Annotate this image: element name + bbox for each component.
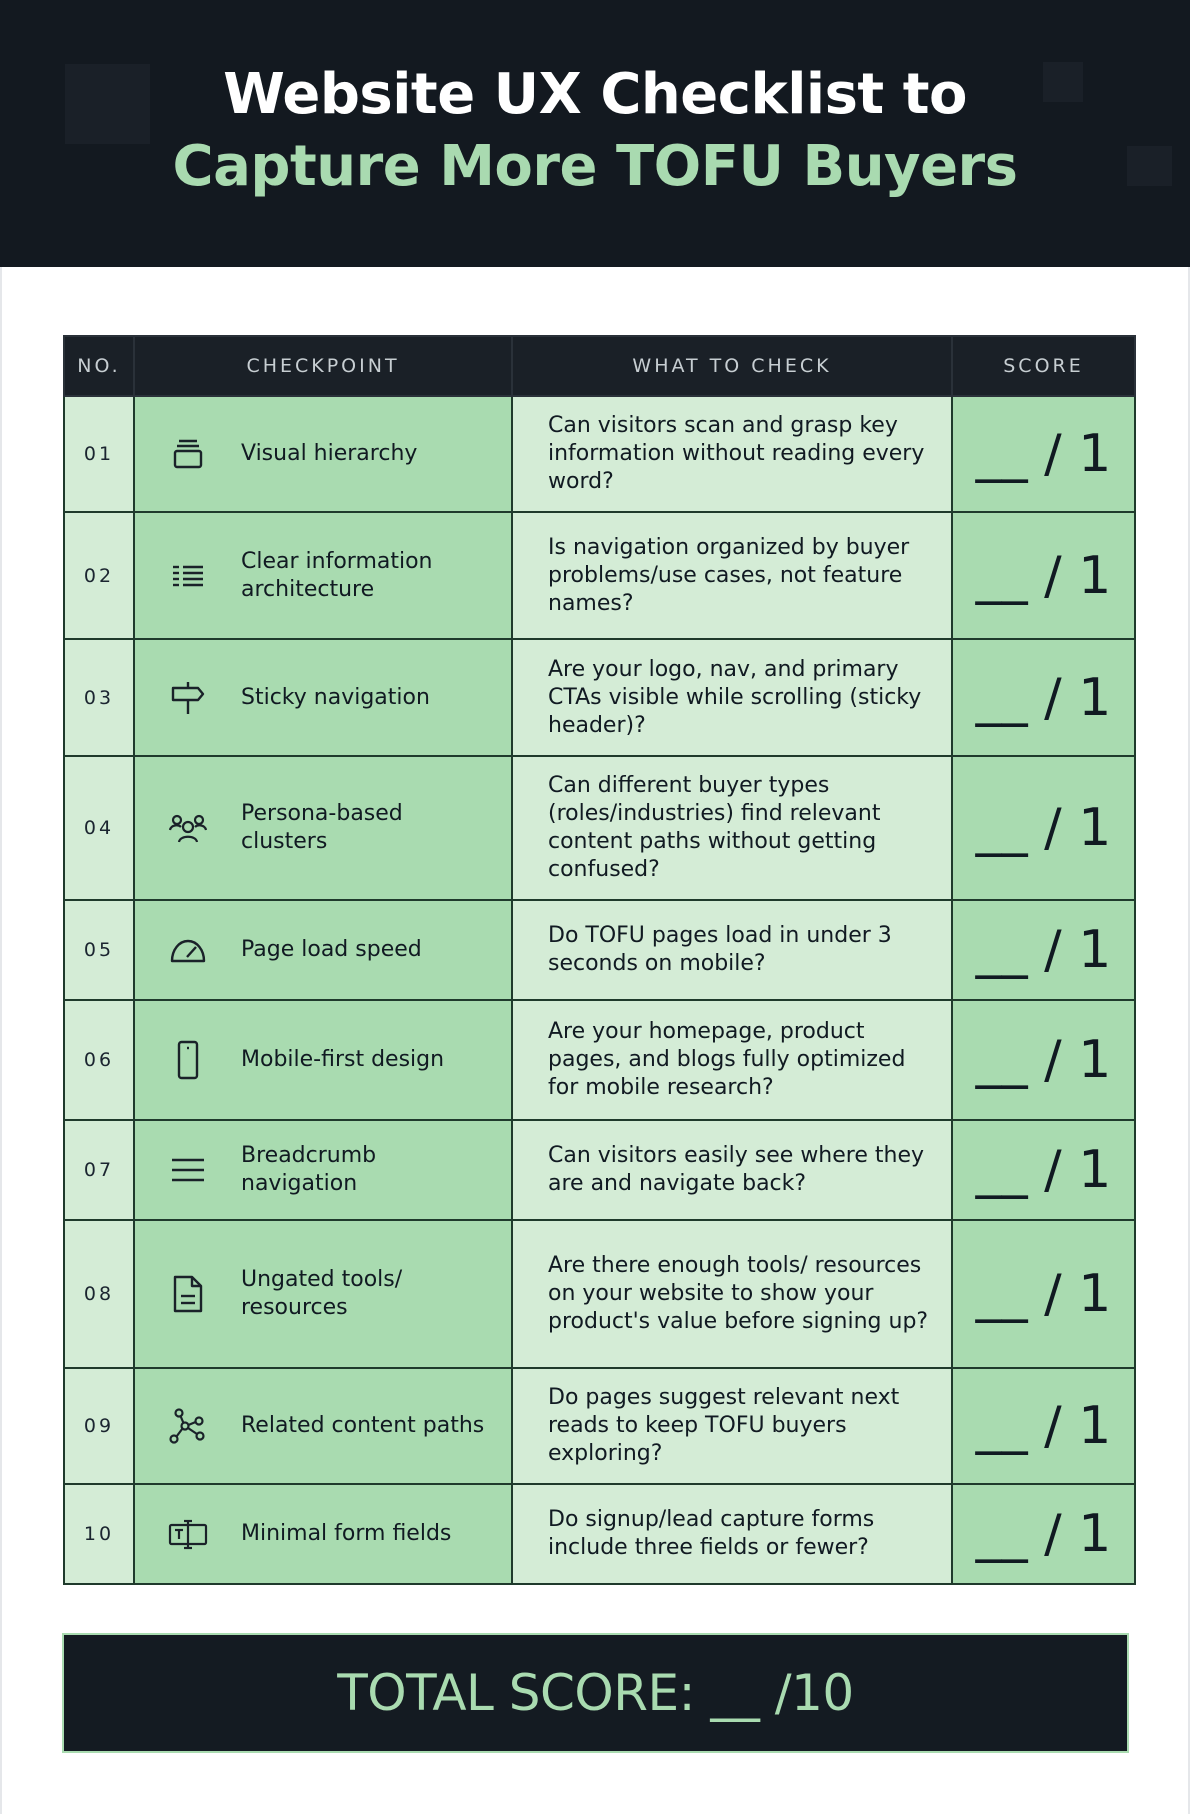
checkpoint-label: Persona-based clusters bbox=[241, 801, 403, 854]
row-number: 10 bbox=[64, 1484, 134, 1584]
table-row bbox=[64, 1220, 1135, 1368]
checkpoint-label: Clear information architecture bbox=[241, 548, 433, 602]
table-row bbox=[64, 900, 1135, 1000]
checkpoint-cell bbox=[134, 900, 512, 1000]
list-icon bbox=[135, 556, 241, 596]
row-number: 06 bbox=[64, 1000, 134, 1120]
column-header-no: NO. bbox=[64, 336, 134, 396]
table-header-row bbox=[64, 336, 1135, 396]
score-field[interactable]: __ / 1 bbox=[952, 1000, 1135, 1120]
what-to-check: Can different buyer types (roles/industries) find relevant content paths without getting confused? bbox=[512, 756, 952, 900]
table-row bbox=[64, 512, 1135, 639]
checkpoint-cell bbox=[134, 1120, 512, 1220]
score-field[interactable]: __ / 1 bbox=[952, 639, 1135, 756]
checkpoint-label: Ungated tools/ resources bbox=[241, 1267, 403, 1320]
checkpoint-cell bbox=[134, 1220, 512, 1368]
checkpoint-label: Page load speed bbox=[241, 937, 422, 962]
total-score-label: TOTAL SCORE: __ /10 bbox=[337, 1664, 854, 1722]
score-field[interactable]: __ / 1 bbox=[952, 756, 1135, 900]
table-row bbox=[64, 1368, 1135, 1484]
checkpoint-label: Mobile-first design bbox=[241, 1047, 445, 1072]
checkpoint-cell bbox=[134, 1484, 512, 1584]
row-number: 01 bbox=[64, 396, 134, 512]
table-row bbox=[64, 1120, 1135, 1220]
what-to-check: Can visitors scan and grasp key information without reading every word? bbox=[512, 396, 952, 512]
form-field-icon bbox=[135, 1514, 241, 1554]
score-field[interactable]: __ / 1 bbox=[952, 1120, 1135, 1220]
speedometer-icon bbox=[135, 930, 241, 970]
row-number: 07 bbox=[64, 1120, 134, 1220]
what-to-check: Is navigation organized by buyer problems/use cases, not feature names? bbox=[512, 512, 952, 639]
what-to-check: Do pages suggest relevant next reads to keep TOFU buyers exploring? bbox=[512, 1368, 952, 1484]
column-header-score: SCORE bbox=[952, 336, 1135, 396]
network-nodes-icon bbox=[135, 1406, 241, 1446]
what-to-check: Do TOFU pages load in under 3 seconds on mobile? bbox=[512, 900, 952, 1000]
mobile-phone-icon bbox=[135, 1040, 241, 1080]
document-icon bbox=[135, 1274, 241, 1314]
checkpoint-cell bbox=[134, 1000, 512, 1120]
page-title-line-2: Capture More TOFU Buyers bbox=[172, 134, 1018, 199]
row-number: 04 bbox=[64, 756, 134, 900]
table-row bbox=[64, 639, 1135, 756]
what-to-check: Are your logo, nav, and primary CTAs visible while scrolling (sticky header)? bbox=[512, 639, 952, 756]
total-score-bar bbox=[62, 1633, 1129, 1753]
what-to-check: Do signup/lead capture forms include three fields or fewer? bbox=[512, 1484, 952, 1584]
checkpoint-cell bbox=[134, 756, 512, 900]
score-field[interactable]: __ / 1 bbox=[952, 1368, 1135, 1484]
table-row bbox=[64, 756, 1135, 900]
checkpoint-label: Breadcrumb navigation bbox=[241, 1143, 377, 1196]
what-to-check: Are your homepage, product pages, and blogs fully optimized for mobile research? bbox=[512, 1000, 952, 1120]
score-field[interactable]: __ / 1 bbox=[952, 900, 1135, 1000]
checkpoint-cell bbox=[134, 639, 512, 756]
header-banner bbox=[0, 0, 1190, 267]
row-number: 02 bbox=[64, 512, 134, 639]
what-to-check: Are there enough tools/ resources on your website to show your product's value before signing up? bbox=[512, 1220, 952, 1368]
left-divider bbox=[0, 267, 2, 1814]
checkpoint-label: Sticky navigation bbox=[241, 684, 430, 710]
row-number: 09 bbox=[64, 1368, 134, 1484]
score-field[interactable]: __ / 1 bbox=[952, 1484, 1135, 1584]
checkpoint-cell bbox=[134, 512, 512, 639]
users-icon bbox=[135, 808, 241, 848]
checkpoint-label: Related content paths bbox=[241, 1413, 485, 1438]
checkpoint-cell bbox=[134, 396, 512, 512]
menu-lines-icon bbox=[135, 1150, 241, 1190]
table-row bbox=[64, 1484, 1135, 1584]
row-number: 08 bbox=[64, 1220, 134, 1368]
layers-icon bbox=[135, 434, 241, 474]
column-header-what-to-check: WHAT TO CHECK bbox=[512, 336, 952, 396]
table-row bbox=[64, 396, 1135, 512]
table-row bbox=[64, 1000, 1135, 1120]
score-field[interactable]: __ / 1 bbox=[952, 396, 1135, 512]
checkpoint-label: Minimal form fields bbox=[241, 1521, 452, 1546]
checkpoint-label: Visual hierarchy bbox=[241, 441, 418, 466]
signpost-icon bbox=[135, 678, 241, 718]
row-number: 05 bbox=[64, 900, 134, 1000]
checklist-table bbox=[63, 335, 1136, 1585]
score-field[interactable]: __ / 1 bbox=[952, 1220, 1135, 1368]
column-header-checkpoint: CHECKPOINT bbox=[134, 336, 512, 396]
score-field[interactable]: __ / 1 bbox=[952, 512, 1135, 639]
what-to-check: Can visitors easily see where they are and navigate back? bbox=[512, 1120, 952, 1220]
checkpoint-cell bbox=[134, 1368, 512, 1484]
page-title-line-1: Website UX Checklist to bbox=[223, 62, 967, 127]
row-number: 03 bbox=[64, 639, 134, 756]
